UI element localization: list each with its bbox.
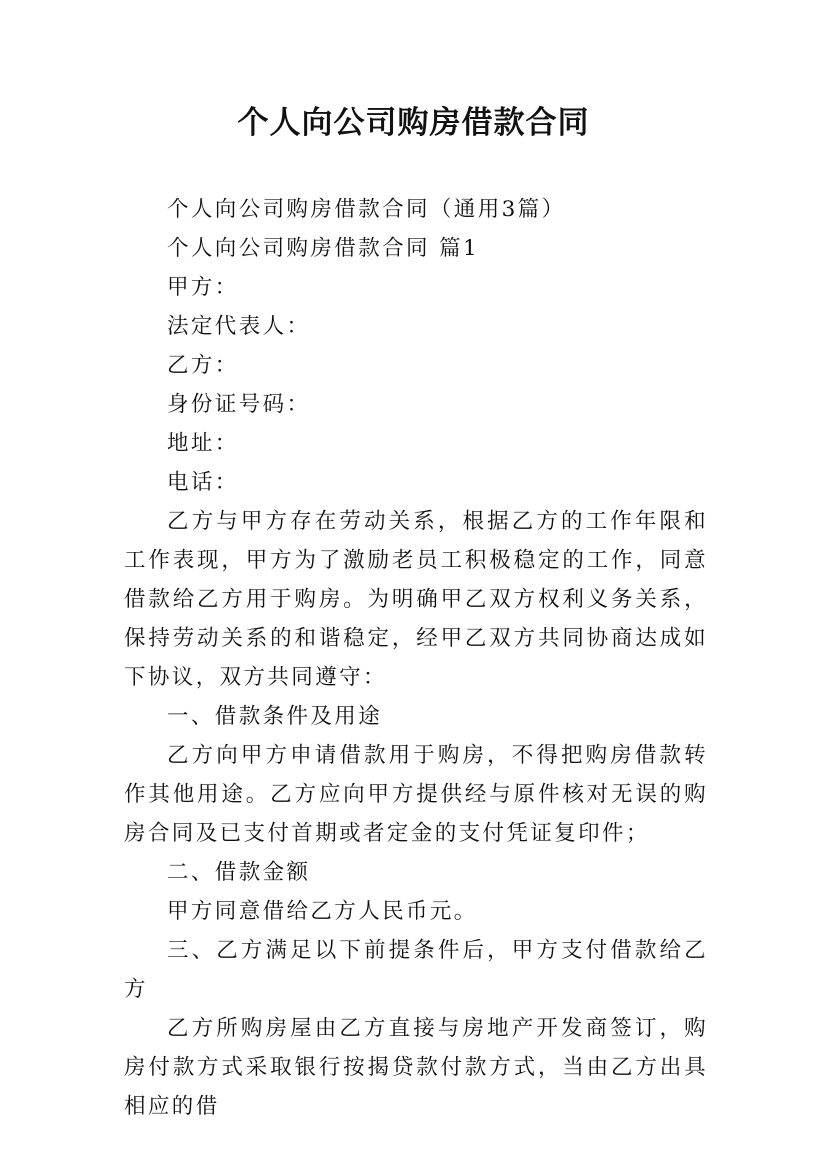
preamble-paragraph: 乙方与甲方存在劳动关系，根据乙方的工作年限和工作表现，甲方为了激励老员工积极稳定的工作，同意借款给乙方用于购房。为明确甲乙双方权利义务关系，保持劳动关系的和谐稳定，经甲乙双方共同协商达成如下协议，双方共同遵守： [124, 509, 708, 690]
id-number-label: 身份证号码： [167, 392, 311, 417]
clause-1-paragraph: 乙方向甲方申请借款用于购房，不得把购房借款转作其他用途。乙方应向甲方提供经与原件核对无误的购房合同及已支付首期或者定金的支付凭证复印件； [124, 743, 708, 846]
clause-2-heading: 二、借款金额 [167, 860, 311, 885]
document-title: 个人向公司购房借款合同 [237, 105, 590, 141]
clause-1-heading: 一、借款条件及用途 [167, 704, 383, 729]
clause-3-heading: 三、乙方满足以下前提条件后，甲方支付借款给乙方 [124, 938, 708, 1002]
paragraph-section-heading: 个人向公司购房借款合同 篇1 [167, 236, 480, 261]
address-label: 地址： [167, 431, 239, 456]
clause-3-paragraph: 乙方所购房屋由乙方直接与房地产开发商签订，购房付款方式采取银行按揭贷款付款方式，当由乙方出具相应的借 [124, 1016, 708, 1119]
document-body [124, 190, 708, 1126]
party-b-label: 乙方： [167, 353, 239, 378]
party-a-label: 甲方： [167, 275, 239, 300]
clause-2-paragraph: 甲方同意借给乙方人民币元。 [167, 899, 478, 924]
legal-representative-label: 法定代表人： [167, 314, 311, 339]
paragraph-subtitle: 个人向公司购房借款合同（通用3篇） [167, 197, 566, 222]
phone-label: 电话： [167, 470, 239, 495]
